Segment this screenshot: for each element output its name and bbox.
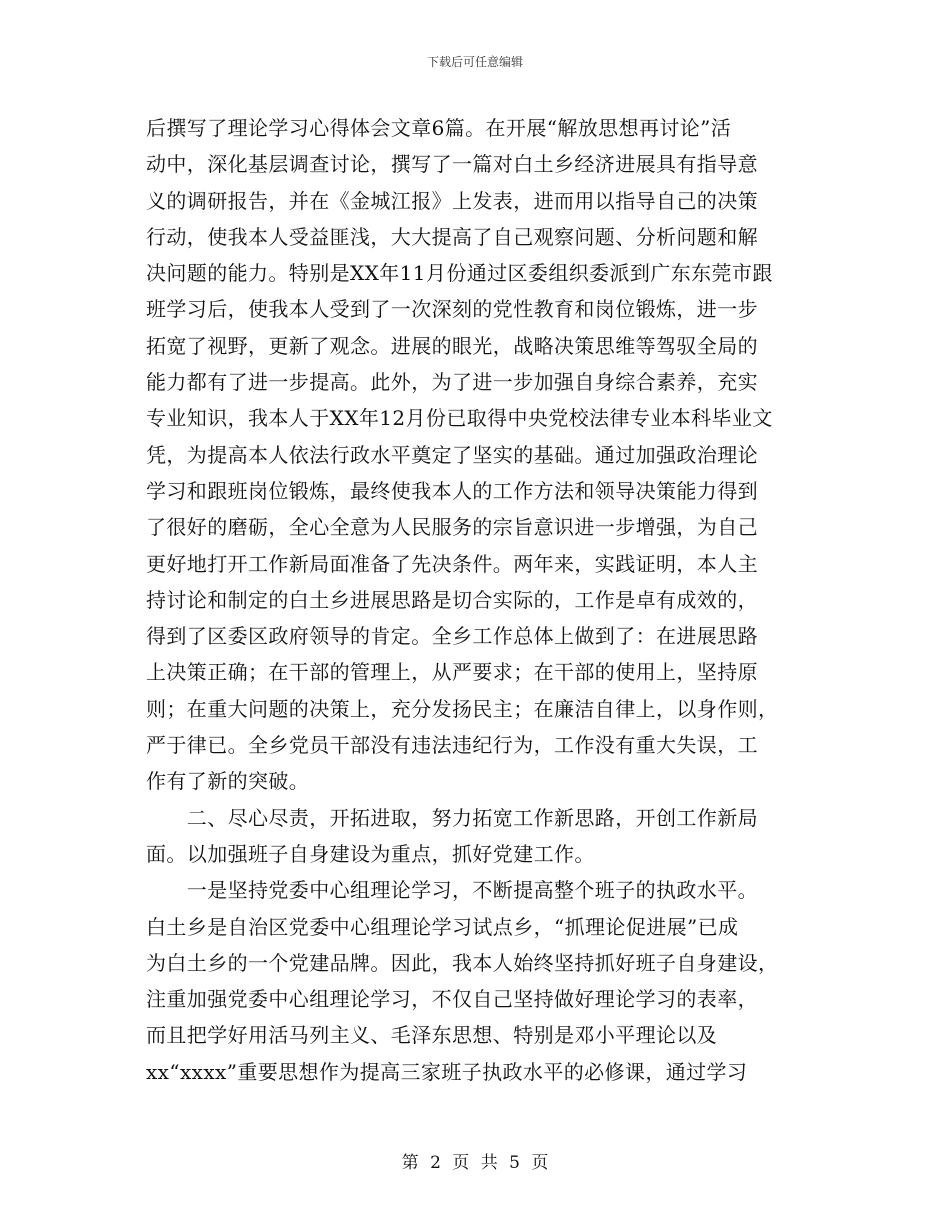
text-line: 面。以加强班子自身建设为重点，抓好党建工作。 — [146, 841, 595, 866]
text-line: 则；在重大问题的决策上，充分发扬民主；在廉洁自律上，以身作则， — [146, 696, 779, 721]
text-line: 凭，为提高本人依法行政水平奠定了坚实的基础。通过加强政治理论 — [146, 442, 758, 467]
page-header: 下载后可任意编辑 — [426, 55, 523, 69]
text-line: 专业知识，我本人于XX年12月份已取得中央党校法律专业本科毕业文 — [146, 406, 773, 431]
text-line: 严于律已。全乡党员干部没有违法违纪行为，工作没有重大失误，工 — [146, 733, 758, 758]
text-line: 后撰写了理论学习心得体会文章6篇。在开展“解放思想再讨论”活 — [146, 116, 732, 140]
text-line: 一是坚持党委中心组理论学习，不断提高整个班子的执政水平。 — [146, 878, 758, 903]
text-line: 拓宽了视野，更新了观念。进展的眼光，战略决策思维等驾驭全局的 — [146, 333, 758, 358]
text-line: 更好地打开工作新局面准备了先决条件。两年来，实践证明，本人主 — [146, 551, 758, 576]
text-line: 为白土乡的一个党建品牌。因此，我本人始终坚持抓好班子自身建设， — [146, 950, 779, 975]
text-line: 行动，使我本人受益匪浅，大大提高了自己观察问题、分析问题和解 — [146, 224, 758, 249]
text-line: xx“xxxx”重要思想作为提高三家班子执政水平的必修课，通过学习 — [146, 1059, 748, 1084]
text-line: 动中，深化基层调查讨论，撰写了一篇对白土乡经济进展具有指导意 — [146, 152, 758, 177]
page-number: 第 2 页 共 5 页 — [401, 1153, 549, 1173]
text-line: 而且把学好用活马列主义、毛泽东思想、特别是邓小平理论以及 — [146, 1023, 718, 1048]
text-line: 了很好的磨砺，全心全意为人民服务的宗旨意识进一步增强，为自己 — [146, 515, 758, 540]
text-line: 持讨论和制定的白土乡进展思路是切合实际的，工作是卓有成效的， — [146, 587, 758, 612]
text-line: 决问题的能力。特别是XX年11月份通过区委组织委派到广东东莞市跟 — [146, 261, 773, 286]
text-line: 作有了新的突破。 — [146, 769, 310, 794]
text-line: 二、尽心尽责，开拓进取，努力拓宽工作新思路，开创工作新局 — [146, 805, 758, 830]
text-line: 学习和跟班岗位锻炼，最终使我本人的工作方法和领导决策能力得到 — [146, 478, 758, 503]
text-line: 能力都有了进一步提高。此外，为了进一步加强自身综合素养，充实 — [146, 370, 758, 395]
text-line: 得到了区委区政府领导的肯定。全乡工作总体上做到了：在进展思路 — [146, 624, 758, 649]
text-line: 义的调研报告，并在《金城江报》上发表，进而用以指导自己的决策 — [146, 188, 758, 213]
text-line: 白土乡是自治区党委中心组理论学习试点乡，“抓理论促进展”已成 — [146, 914, 739, 939]
text-line: 上决策正确；在干部的管理上，从严要求；在干部的使用上，坚持原 — [146, 660, 758, 685]
document-body — [146, 110, 816, 1090]
text-line: 注重加强党委中心组理论学习，不仅自己坚持做好理论学习的表率， — [146, 987, 758, 1012]
text-line: 班学习后，使我本人受到了一次深刻的党性教育和岗位锻炼，进一步 — [146, 297, 758, 322]
